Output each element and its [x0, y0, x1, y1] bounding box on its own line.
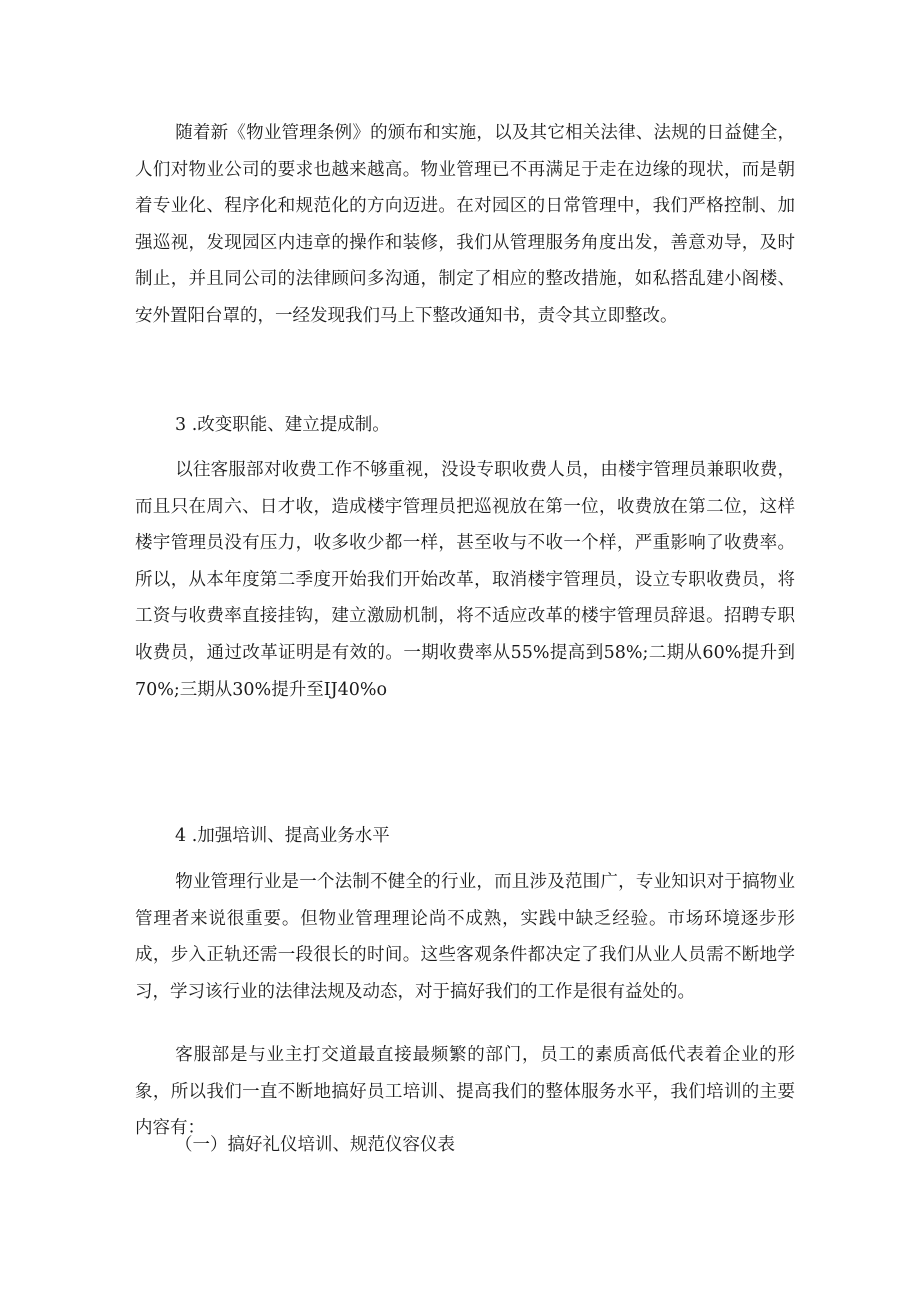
paragraph-customer-service-training: 客服部是与业主打交道最直接最频繁的部门，员工的素质高低代表着企业的形象，所以我们一直不断地搞好员工培训、提高我们的整体服务水平，我们培训的主要内容有： [135, 1045, 795, 1139]
section-heading-3: 3 .改变职能、建立提成制。 [175, 415, 390, 435]
paragraph-regulation-management: 随着新《物业管理条例》的颁布和实施，以及其它相关法律、法规的日益健全，人们对物业公司的要求也越来越高。物业管理已不再满足于走在边缘的现状，而是朝着专业化、程序化和规范化的方向迈进。在对园区的日常管理中，我们严格控制、加强巡视，发现园区内违章的操作和装修，我们从管理服务角度出发，善意劝导，及时制止，并且同公司的法律顾问多沟通，制定了相应的整改措施，如私搭乱建小阁楼、安外置阳台罩的，一经发现我们马上下整改通知书，责令其立即整改。 [135, 123, 795, 326]
paragraph-fee-collection-reform: 以往客服部对收费工作不够重视，没设专职收费人员，由楼宇管理员兼职收费，而且只在周六、日才收，造成楼宇管理员把巡视放在第一位，收费放在第二位，这样楼宇管理员没有压力，收多收少都一样，甚至收与不收一个样，严重影响了收费率。所以，从本年度第二季度开始我们开始改革，取消楼宇管理员，设立专职收费员，将工资与收费率直接挂钩，建立激励机制，将不适应改革的楼宇管理员辞退。招聘专职收费员，通过改革证明是有效的。一期收费率从55%提高到58%;二期从60%提升到70%;三期从30%提升至IJ40%o [135, 460, 795, 700]
paragraph-industry-training: 物业管理行业是一个法制不健全的行业，而且涉及范围广，专业知识对于搞物业管理者来说很重要。但物业管理理论尚不成熟，实践中缺乏经验。市场环境逐步形成，步入正轨还需一段很长的时间。这些客观条件都决定了我们从业人员需不断地学习，学习该行业的法律法规及动态，对于搞好我们的工作是很有益处的。 [135, 872, 795, 1002]
section-heading-4: 4 .加强培训、提高业务水平 [175, 826, 390, 846]
sub-heading-etiquette-training: （一）搞好礼仪培训、规范仪容仪表 [175, 1135, 455, 1155]
